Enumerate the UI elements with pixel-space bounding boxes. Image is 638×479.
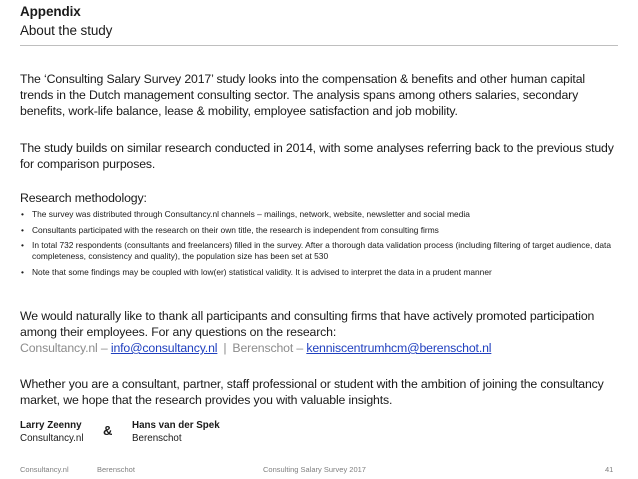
contact2-label: Berenschot –	[232, 341, 307, 355]
consultancy-email-link[interactable]: info@consultancy.nl	[110, 341, 218, 355]
methodology-list	[20, 209, 620, 282]
intro-paragraph-1: The ‘Consulting Salary Survey 2017’ study looks into the compensation & benefits and other human capital trends in the Dutch management consulting sector. The analysis spans among others salaries, secondary benefits, work-life balance, lease & mobility, employee satisfaction and job mobility.	[20, 72, 585, 118]
page-subtitle: About the study	[20, 23, 113, 38]
intro-paragraph-2: The study builds on similar research conducted in 2014, with some analyses referring back to the previous study for comparison purposes.	[20, 141, 614, 171]
contact-separator: |	[223, 341, 227, 355]
methodology-heading: Research methodology:	[20, 191, 147, 205]
footer-berenschot: Berenschot	[97, 465, 135, 474]
thanks-block	[20, 308, 620, 356]
signature-hans	[132, 419, 220, 445]
contact-line	[20, 340, 620, 356]
signature-org: Berenschot	[132, 433, 182, 444]
methodology-bullet: • Note that some findings may be coupled with low(er) statistical validity. It is advised to interpret the data in a prudent manner	[20, 267, 620, 278]
header-divider	[20, 45, 618, 46]
page-title: Appendix	[20, 4, 81, 19]
signature-org: Consultancy.nl	[20, 433, 84, 444]
closing-paragraph: Whether you are a consultant, partner, staff professional or student with the ambition of joining the consultancy market, we hope that the research provides you with valuable insights.	[20, 377, 604, 407]
contact1-label: Consultancy.nl –	[20, 341, 111, 355]
methodology-bullet: • The survey was distributed through Consultancy.nl channels – mailings, network, website, newsletter and social media	[20, 209, 620, 220]
signature-larry	[20, 419, 84, 445]
footer-consultancy: Consultancy.nl	[20, 465, 69, 474]
thanks-text: We would naturally like to thank all participants and consulting firms that have actively promoted participation among their employees. For any questions on the research:	[20, 309, 595, 339]
methodology-bullet: • Consultants participated with the research on their own title, the research is independent from consulting firms	[20, 225, 620, 236]
ampersand: &	[103, 423, 113, 438]
signature-name: Hans van der Spek	[132, 420, 220, 431]
footer-report-title: Consulting Salary Survey 2017	[263, 465, 366, 474]
signature-name: Larry Zeenny	[20, 420, 82, 431]
methodology-bullet: • In total 732 respondents (consultants and freelancers) filled in the survey. After a thorough data validation process (including filtering of target audience, data completeness, consistency and quality), the population size has been set at 530	[20, 240, 620, 262]
berenschot-email-link[interactable]: kenniscentrumhcm@berenschot.nl	[306, 341, 492, 355]
page-number: 41	[605, 465, 614, 474]
